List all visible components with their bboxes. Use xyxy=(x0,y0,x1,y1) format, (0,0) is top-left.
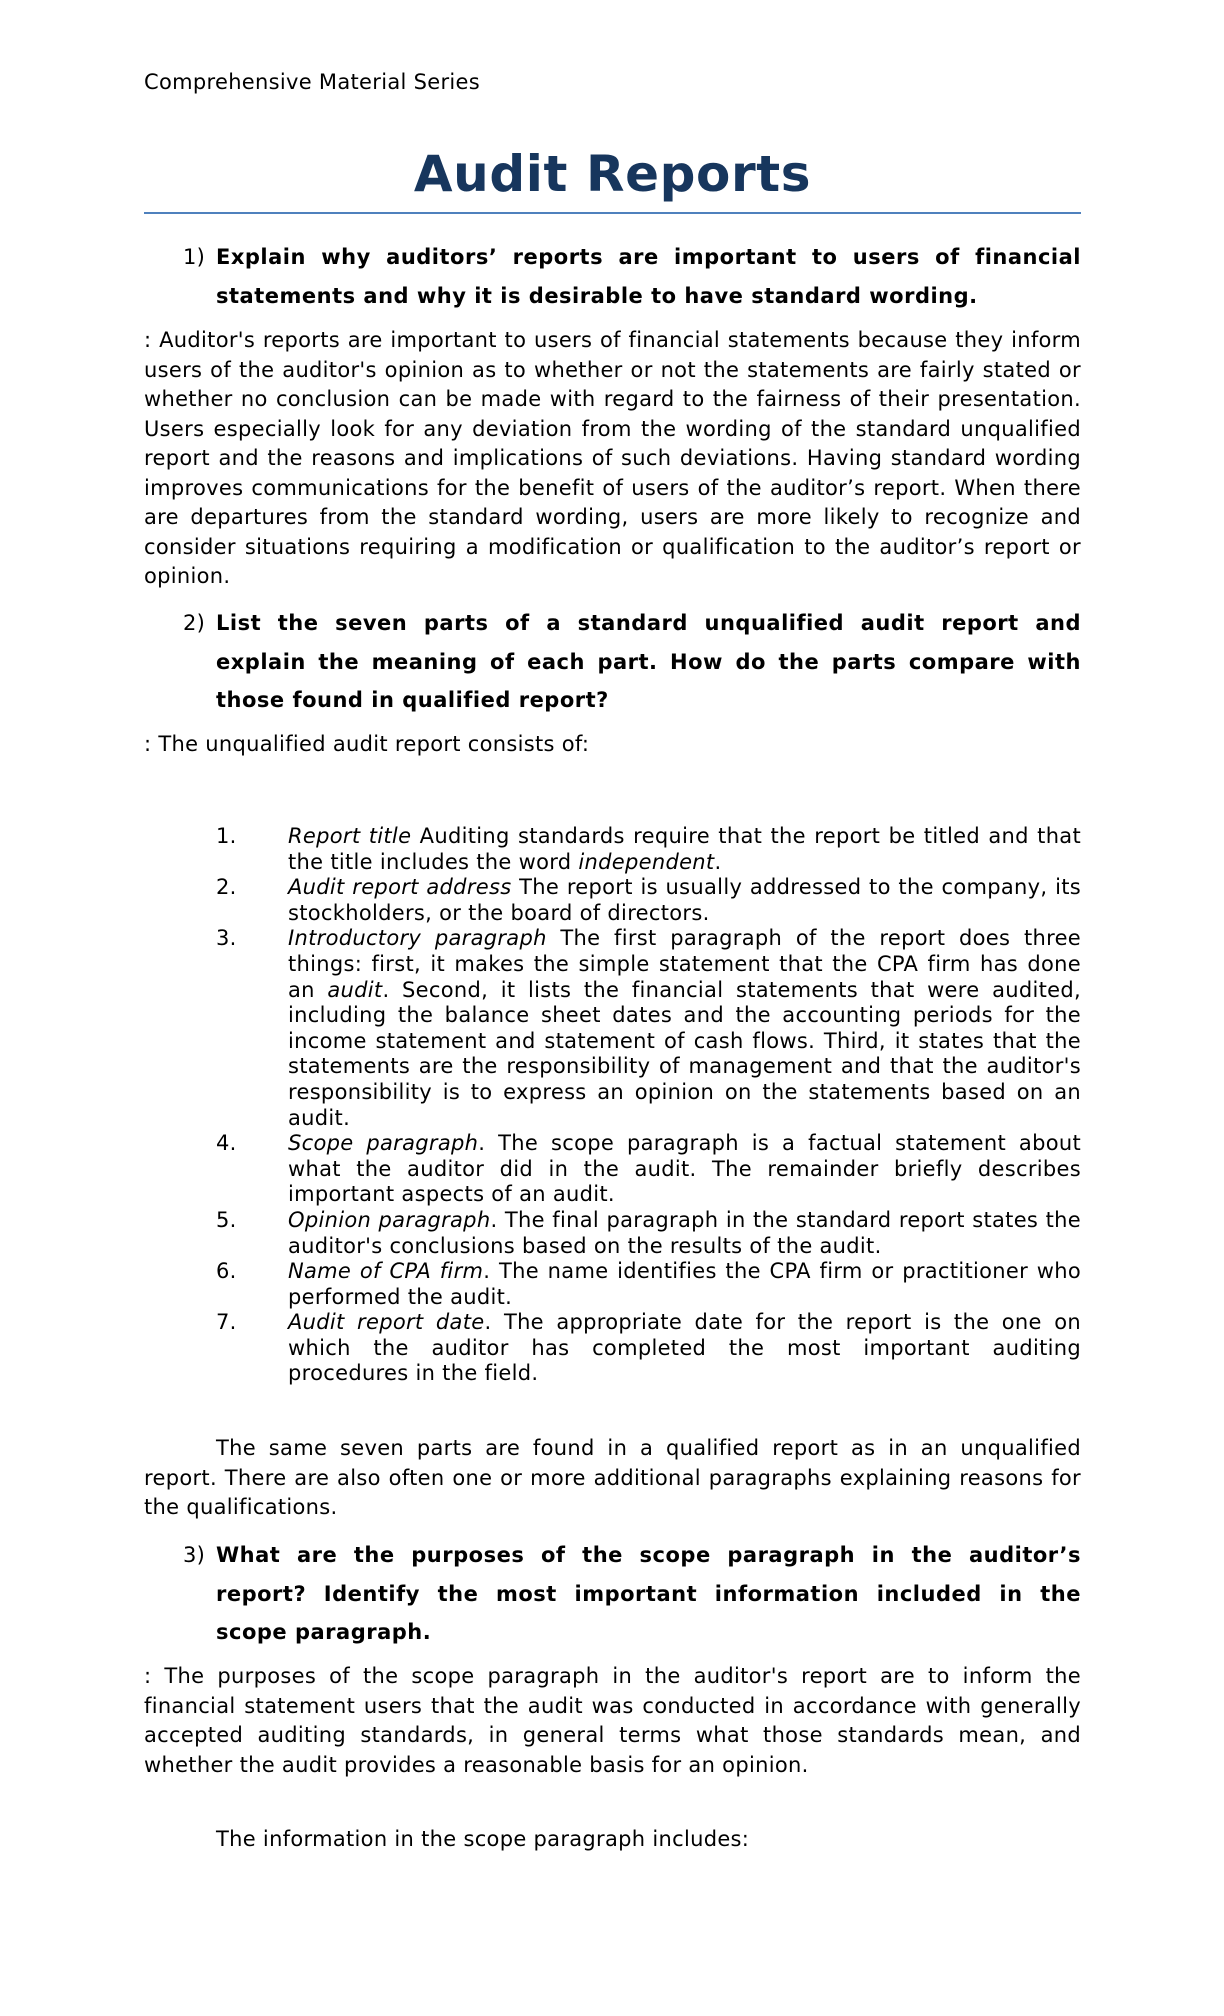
answer-2-comparison: The same seven parts are found in a qualified report as in an unqualified report. There are also often one or more additional paragraphs explaining reasons for the qualifications. xyxy=(144,1436,1081,1519)
page-title: Audit Reports xyxy=(413,145,812,203)
list-item-text: . The name identifies the CPA firm or practitioner who performed the audit. xyxy=(288,1259,1081,1309)
list-item-term: Name of CPA firm xyxy=(288,1259,484,1284)
list-item-term: Scope paragraph xyxy=(288,1131,479,1156)
answer-2-intro: : The unqualified audit report consists of: xyxy=(144,732,590,756)
list-item-text: . The appropriate date for the report is the one on which the auditor has completed the most important auditing procedures in the field. xyxy=(288,1310,1081,1386)
list-item-text-end: . Second, it lists the financial statements that were audited, including the balance sheet dates and the accounting periods for the income statement and statement of cash flows. Third, it states that the statements are the responsibility of management and that the auditor's responsibility is to express an opinion on the statements based on an audit. xyxy=(288,977,1081,1130)
list-item-emphasis: audit xyxy=(327,977,383,1002)
list-item-term: Report title xyxy=(288,824,412,848)
list-item-body xyxy=(288,1310,1081,1387)
answer-3: : The purposes of the scope paragraph in the auditor's report are to inform the financial statement users that the audit was conducted in accordance with generally accepted auditing standards, in general terms what those standards mean, and whether the audit provides a reasonable basis for an opinion. xyxy=(144,1664,1081,1777)
list-item xyxy=(144,875,1081,926)
list-item-text: The first paragraph of the report does three things: first, it makes the simple statement that the CPA firm has done an xyxy=(288,926,1082,1002)
list-item-body xyxy=(288,875,1081,926)
list-item-body xyxy=(288,824,1081,875)
list-item-number: 6. xyxy=(216,1259,237,1284)
list-item-term: Introductory paragraph xyxy=(288,926,547,951)
list-item-number: 1. xyxy=(216,824,237,848)
list-item-number: 2. xyxy=(216,875,237,900)
report-parts-list xyxy=(144,824,1081,1387)
question-text: What are the purposes of the scope paragraph in the auditor’s report? Identify the most important information included in the scope paragraph. xyxy=(216,1543,1081,1644)
question-1 xyxy=(144,238,1081,315)
list-item-body xyxy=(288,1259,1081,1310)
list-item-text: . The final paragraph in the standard report states the auditor's conclusions based on the results of the audit. xyxy=(288,1207,1081,1258)
list-item xyxy=(144,1208,1081,1259)
question-text: List the seven parts of a standard unqualified audit report and explain the meaning of each part. How do the parts compare with those found in qualified report? xyxy=(216,611,1081,712)
question-number: 3) xyxy=(183,1543,206,1567)
list-item-text: . The scope paragraph is a factual statement about what the auditor did in the audit. The remainder briefly describes important aspects of an audit. xyxy=(288,1131,1081,1207)
list-item xyxy=(144,1131,1081,1208)
list-item-number: 5. xyxy=(216,1207,237,1232)
list-item-text-end: . xyxy=(714,849,722,874)
list-item-term: Audit report date xyxy=(288,1310,485,1335)
list-item-body xyxy=(288,926,1081,1131)
list-item-number: 7. xyxy=(216,1310,237,1335)
list-item-body xyxy=(288,1131,1081,1208)
list-item xyxy=(144,926,1081,1131)
list-item-body xyxy=(288,1208,1081,1259)
question-text: Explain why auditors’ reports are important to users of financial statements and why it is desirable to have standard wording. xyxy=(216,245,1081,308)
running-header: Comprehensive Material Series xyxy=(144,70,480,94)
question-2 xyxy=(144,604,1081,720)
list-item-text: Auditing standards require that the report be titled and that the title includes the word xyxy=(288,824,1082,874)
question-number: 2) xyxy=(183,611,206,635)
title-divider xyxy=(144,212,1081,214)
list-item-text: The report is usually addressed to the company, its stockholders, or the board of directors. xyxy=(288,875,1081,925)
list-item-number: 3. xyxy=(216,926,237,951)
list-item xyxy=(144,1259,1081,1310)
list-item xyxy=(144,824,1081,875)
list-item xyxy=(144,1310,1081,1387)
list-item-term: Opinion paragraph xyxy=(288,1207,491,1232)
answer-1: : Auditor's reports are important to users of financial statements because they inform users of the auditor's opinion as to whether or not the statements are fairly stated or whether no conclusion can be made with regard to the fairness of their presentation. Users especially look for any deviation from the wording of the standard unqualified report and the reasons and implications of such deviations. Having standard wording improves communications for the benefit of users of the auditor’s report. When there are departures from the standard wording, users are more likely to recognize and consider situations requiring a modification or qualification to the auditor’s report or opinion. xyxy=(144,328,1081,588)
list-item-number: 4. xyxy=(216,1131,237,1156)
list-item-emphasis: independent xyxy=(578,849,715,874)
question-number: 1) xyxy=(183,245,206,269)
list-item-term: Audit report address xyxy=(288,875,512,900)
question-3 xyxy=(144,1536,1081,1652)
answer-3-info-intro: The information in the scope paragraph includes: xyxy=(216,1827,750,1851)
